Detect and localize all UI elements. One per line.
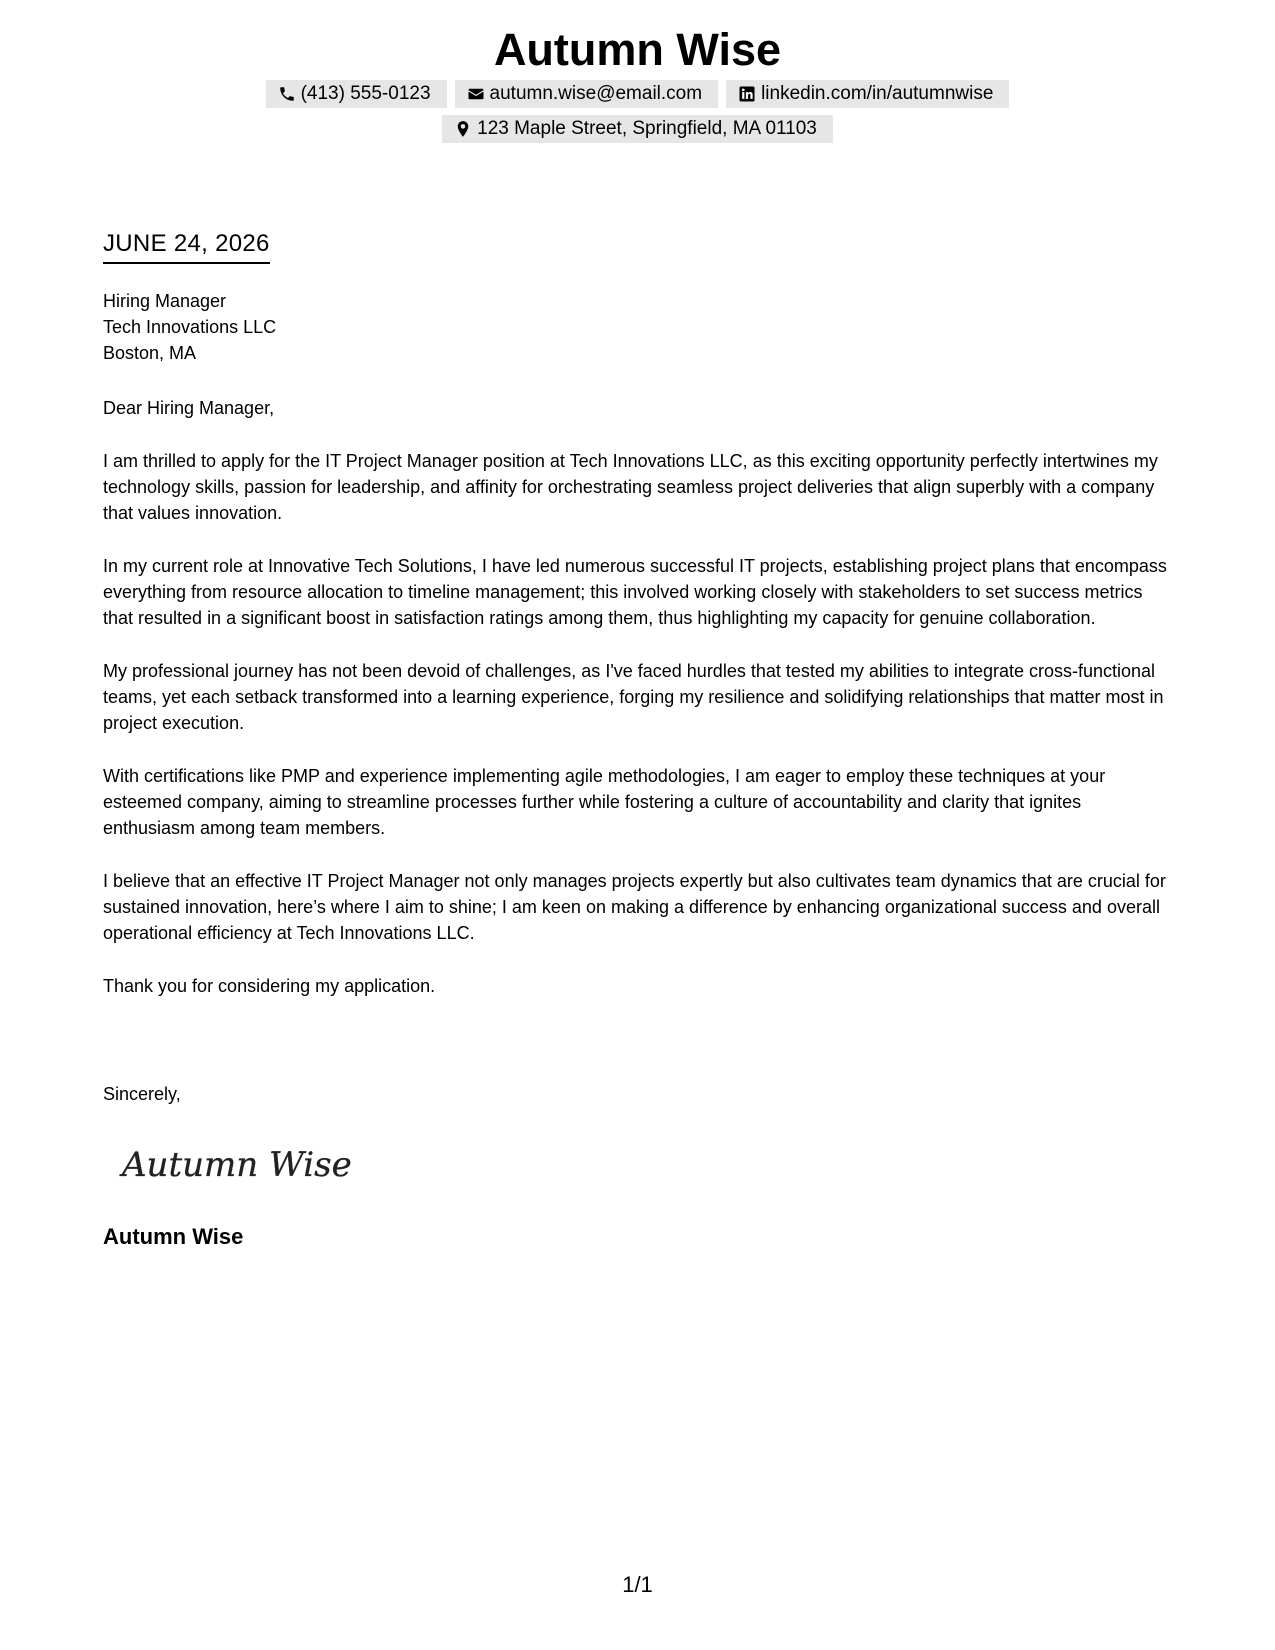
linkedin-icon	[738, 85, 756, 103]
email-text: autumn.wise@email.com	[489, 83, 703, 104]
address-chip	[442, 115, 833, 143]
email-chip	[455, 80, 719, 108]
phone-icon	[278, 85, 296, 103]
recipient-location: Boston, MA	[103, 343, 197, 363]
thank-you-line: Thank you for considering my application.	[103, 976, 436, 996]
linkedin-chip	[726, 80, 1009, 108]
body-paragraph: With certifications like PMP and experience implementing agile methodologies, I am eager to employ these techniques at your esteemed company, aiming to streamline processes further while fostering a culture of accountability and clarity that ignites enthusiasm among team members.	[103, 766, 1106, 838]
letter-body	[103, 395, 1173, 1026]
address-row	[0, 115, 1275, 143]
recipient-company: Tech Innovations LLC	[103, 317, 277, 337]
applicant-name: Autumn Wise	[493, 24, 782, 75]
envelope-icon	[467, 85, 485, 103]
handwritten-signature	[118, 1132, 358, 1192]
recipient-block	[103, 288, 276, 366]
page-number: 1/1	[622, 1572, 653, 1597]
contact-row	[0, 80, 1275, 108]
signature-text: Autumn Wise	[122, 1145, 352, 1185]
phone-text: (413) 555-0123	[300, 83, 431, 104]
phone-chip	[266, 80, 447, 108]
map-pin-icon	[454, 120, 472, 138]
body-paragraph: I am thrilled to apply for the IT Project Manager position at Tech Innovations LLC, as this exciting opportunity perfectly intertwines my technology skills, passion for leadership, and affinity for orchestrating seamless project deliveries that align superbly with a company that values innovation.	[103, 451, 1158, 523]
body-paragraph: My professional journey has not been devoid of challenges, as I've faced hurdles that tested my abilities to integrate cross-functional teams, yet each setback transformed into a learning experience, forging my resilience and solidifying relationships that matter most in project execution.	[103, 661, 1164, 733]
recipient-title: Hiring Manager	[103, 291, 227, 311]
linkedin-text: linkedin.com/in/autumnwise	[761, 83, 994, 104]
body-paragraph: I believe that an effective IT Project Manager not only manages projects expertly but also cultivates team dynamics that are crucial for sustained innovation, here’s where I aim to shine; I am keen on making a difference by enhancing organizational success and overall operational efficiency at Tech Innovations LLC.	[103, 871, 1166, 943]
signer-name: Autumn Wise	[103, 1224, 244, 1249]
address-text: 123 Maple Street, Springfield, MA 01103	[477, 118, 817, 139]
body-paragraph: In my current role at Innovative Tech Solutions, I have led numerous successful IT projects, establishing project plans that encompass everything from resource allocation to timeline management; this involved working closely with stakeholders to set success metrics that resulted in a significant boost in satisfaction ratings among them, thus highlighting my capacity for genuine collaboration.	[103, 556, 1167, 628]
salutation: Dear Hiring Manager,	[103, 398, 275, 418]
closing: Sincerely,	[103, 1084, 181, 1104]
letter-date: JUNE 24, 2026	[103, 228, 270, 264]
